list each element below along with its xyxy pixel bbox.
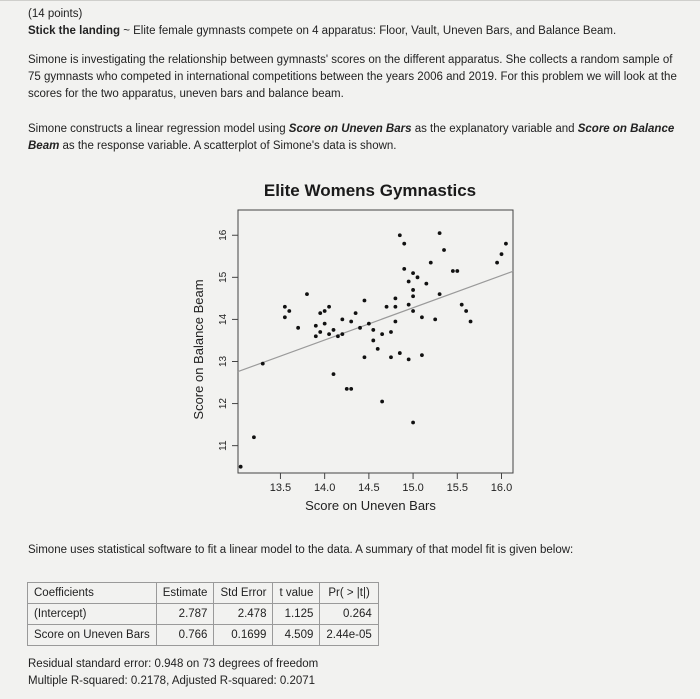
p2-start: Simone constructs a linear regression model using: [28, 123, 289, 135]
data-point: [323, 322, 327, 326]
data-point: [239, 465, 243, 469]
y-tick-label: 11: [218, 440, 229, 451]
top-divider: [0, 0, 700, 1]
data-point: [332, 328, 336, 332]
data-point: [327, 332, 331, 336]
data-point: [371, 339, 375, 343]
intro-paragraph: Simone is investigating the relationship between gymnasts' scores on the different apparatus. She collects a random sample of 75 gymnasts who competed in international competitions between the years 2006 and 2019. For this problem we will look at the scores for the two apparatus, uneven bars and balance beam.: [28, 54, 677, 100]
data-point: [411, 421, 415, 425]
data-point: [393, 320, 397, 324]
data-point: [380, 332, 384, 336]
model-paragraph: [28, 121, 678, 155]
header-coefficients: Coefficients: [28, 583, 157, 604]
intercept-estimate: 2.787: [156, 604, 214, 625]
y-axis-label: Score on Balance Beam: [191, 279, 206, 420]
data-point: [433, 318, 437, 322]
data-point: [429, 261, 433, 265]
header-p-value: Pr( > |t|): [320, 583, 378, 604]
data-point: [451, 269, 455, 273]
data-point: [411, 288, 415, 292]
data-point: [411, 309, 415, 313]
explanatory-variable: Score on Uneven Bars: [288, 123, 412, 135]
residual-standard-error: Residual standard error: 0.948 on 73 degrees of freedom: [28, 658, 319, 670]
data-point: [318, 330, 322, 334]
y-tick-label: 15: [218, 271, 229, 283]
response-variable: Score on Balance Beam: [28, 123, 675, 152]
row-slope-label: Score on Uneven Bars: [28, 625, 157, 646]
data-point: [327, 305, 331, 309]
x-tick-label: 14.5: [358, 482, 380, 494]
x-tick-label: 16.0: [490, 482, 513, 494]
slope-estimate: 0.766: [156, 625, 214, 646]
question-subtitle: ~ Elite female gymnasts compete on 4 apparatus: Floor, Vault, Uneven Bars, and Balance Beam.: [120, 25, 617, 37]
software-paragraph: Simone uses statistical software to fit a linear model to the data. A summary of that model fit is given below:: [28, 544, 574, 556]
data-point: [438, 231, 442, 235]
question-points: (14 points): [28, 8, 83, 20]
data-point: [469, 320, 473, 324]
data-point: [314, 334, 318, 338]
data-point: [504, 242, 508, 246]
intercept-std-error: 2.478: [214, 604, 273, 625]
data-point: [363, 355, 367, 359]
data-point: [367, 322, 371, 326]
data-point: [349, 320, 353, 324]
data-point: [349, 387, 353, 391]
data-point: [332, 372, 336, 376]
x-tick-label: 13.5: [269, 482, 292, 494]
data-point: [380, 400, 384, 404]
data-point: [287, 309, 291, 313]
y-tick-label: 12: [218, 398, 229, 410]
x-tick-label: 14.0: [313, 482, 336, 494]
data-point: [296, 326, 300, 330]
data-point: [398, 233, 402, 237]
data-point: [420, 353, 424, 357]
table-header-row: [28, 583, 379, 604]
header-t-value: t value: [273, 583, 320, 604]
header-estimate: Estimate: [156, 583, 214, 604]
data-point: [455, 269, 459, 273]
data-point: [340, 332, 344, 336]
data-point: [385, 305, 389, 309]
data-point: [389, 330, 393, 334]
data-point: [411, 271, 415, 275]
data-point: [460, 303, 464, 307]
data-point: [442, 248, 446, 252]
data-point: [424, 282, 428, 286]
y-tick-label: 14: [218, 313, 229, 325]
data-point: [340, 318, 344, 322]
question-heading: [28, 23, 616, 40]
data-point: [407, 303, 411, 307]
data-point: [407, 357, 411, 361]
table-row: [28, 625, 379, 646]
data-point: [318, 311, 322, 315]
coefficients-table: [27, 582, 379, 646]
intercept-t-value: 1.125: [273, 604, 320, 625]
data-point: [345, 387, 349, 391]
data-point: [393, 305, 397, 309]
p2-mid: as the explanatory variable and: [411, 123, 578, 135]
plot-frame: [238, 210, 513, 473]
data-point: [354, 311, 358, 315]
row-intercept-label: (Intercept): [28, 604, 157, 625]
header-std-error: Std Error: [214, 583, 273, 604]
slope-t-value: 4.509: [273, 625, 320, 646]
scatterplot: [180, 200, 520, 520]
intercept-p-value: 0.264: [320, 604, 378, 625]
r-squared: Multiple R-squared: 0.2178, Adjusted R-squared: 0.2071: [28, 675, 316, 687]
data-point: [402, 242, 406, 246]
data-point: [402, 267, 406, 271]
chart-title: Elite Womens Gymnastics: [263, 181, 477, 200]
data-point: [393, 296, 397, 300]
data-point: [283, 315, 287, 319]
x-tick-label: 15.5: [446, 482, 469, 494]
data-point: [358, 326, 362, 330]
data-point: [261, 362, 265, 366]
p2-end: as the response variable. A scatterplot of Simone's data is shown.: [59, 140, 397, 152]
slope-p-value: 2.44e-05: [320, 625, 378, 646]
data-point: [416, 275, 420, 279]
data-point: [305, 292, 309, 296]
y-tick-label: 16: [218, 229, 229, 241]
data-point: [283, 305, 287, 309]
data-point: [336, 334, 340, 338]
slope-std-error: 0.1699: [214, 625, 273, 646]
data-point: [371, 328, 375, 332]
data-point: [363, 299, 367, 303]
y-tick-label: 13: [218, 355, 229, 368]
data-point: [407, 280, 411, 284]
data-point: [438, 292, 442, 296]
data-point: [495, 261, 499, 265]
data-point: [314, 324, 318, 328]
x-tick-label: 15.0: [402, 482, 424, 494]
data-point: [323, 309, 327, 313]
data-point: [398, 351, 402, 355]
data-point: [389, 355, 393, 359]
data-point: [500, 252, 504, 256]
table-row: [28, 604, 379, 625]
data-point: [420, 315, 424, 319]
data-point: [376, 347, 380, 351]
data-point: [411, 294, 415, 298]
data-point: [464, 309, 468, 313]
question-title: Stick the landing: [28, 25, 121, 37]
x-axis-label: Score on Uneven Bars: [305, 498, 436, 513]
data-point: [252, 435, 256, 439]
